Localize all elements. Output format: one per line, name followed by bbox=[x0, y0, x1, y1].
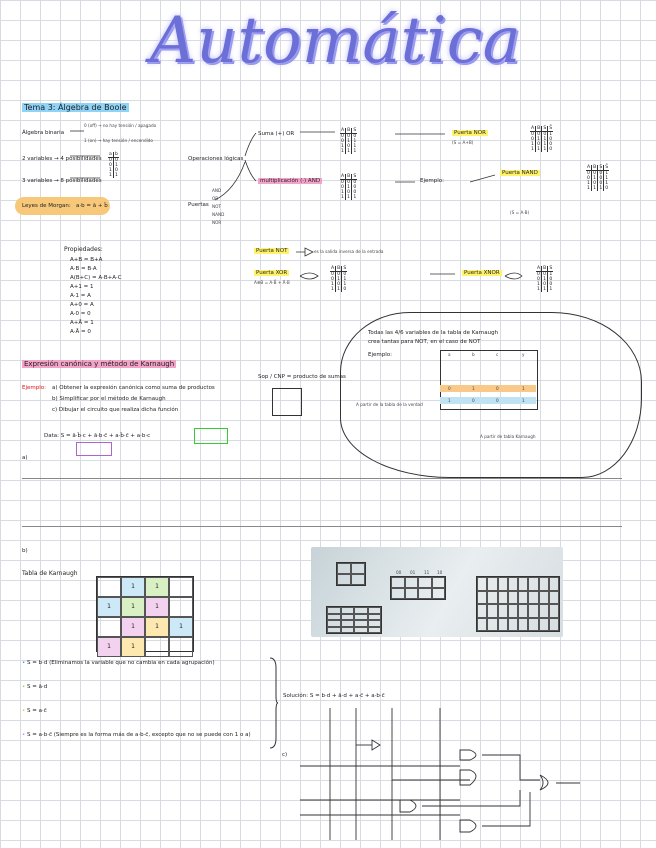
xor-label: Puerta XOR bbox=[256, 270, 288, 276]
kmap-cell: 1 bbox=[121, 617, 145, 637]
truth-table-nand: A B S S̄ 0 0 0 1 0 1 0 1 1 0 0 1 1 1 1 0 bbox=[587, 165, 609, 191]
truth-table-nor: A B S S̄ 0 0 0 1 0 1 1 0 1 0 1 0 1 1 1 0 bbox=[531, 126, 553, 152]
xor-formula: A⊕B = A·B̄ + Ā·B bbox=[254, 280, 290, 285]
cloud-note-2: A partir de tabla Karnaugh bbox=[480, 434, 536, 439]
cloud-text-2: crea tantas para NOT, en el caso de NOT bbox=[368, 339, 481, 345]
nand-formula: (S = A·B) bbox=[510, 210, 530, 215]
kmap-cell: 1 bbox=[145, 577, 169, 597]
not-label: Puerta NOT bbox=[256, 248, 288, 254]
kmap-cell: 1 bbox=[97, 597, 121, 617]
photo-col-00: 00 bbox=[396, 570, 402, 575]
sum-label: Suma (+) OR bbox=[258, 131, 295, 137]
nor-label: Puerta NOR bbox=[454, 130, 486, 136]
nand-label: Puerta NAND bbox=[502, 170, 538, 176]
solucion-formula: Solución: S = b·d + ā·d + a·c̄ + a·b·c̄ bbox=[283, 693, 385, 699]
cloud-text-1: Todas las 4/6 variables de la tabla de Karnaugh bbox=[368, 330, 499, 336]
properties-heading: Propiedades: bbox=[64, 246, 103, 253]
kmap-cell: 1 bbox=[121, 577, 145, 597]
photo-col-10: 10 bbox=[437, 570, 443, 575]
step-a: a) Obtener la expresión canónica como suma de productos bbox=[52, 385, 215, 391]
section-c-label: c) bbox=[282, 752, 288, 758]
xnor-label: Puerta XNOR bbox=[464, 270, 500, 276]
cloud-ejemplo: Ejemplo: bbox=[368, 352, 392, 358]
algebra-label: Álgebra binaria bbox=[22, 130, 65, 136]
tabla-karnaugh-label: Tabla de Karnaugh bbox=[22, 570, 78, 577]
cloud-note-1: A partir de la tabla de la verdad bbox=[356, 402, 423, 407]
truth-table-xnor: A B S 0 0 1 0 1 0 1 0 0 1 1 1 bbox=[537, 266, 553, 292]
morgan-formula: a·b = ā + b̄ bbox=[76, 203, 108, 209]
ops-label: Operaciones lógicas bbox=[188, 156, 244, 162]
truth-table-and: A B S 0 0 0 0 1 0 1 0 0 1 1 1 bbox=[341, 174, 357, 200]
kmap-cell: 1 bbox=[145, 597, 169, 617]
morgan-label: Leyes de Morgan: bbox=[22, 203, 71, 209]
ejemplo-label-2: Ejemplo: bbox=[22, 385, 46, 391]
section-heading-boole: Tema 3: Álgebra de Boole bbox=[24, 103, 127, 112]
truth-table-xor: A B S 0 0 0 0 1 1 1 0 1 1 1 0 bbox=[331, 266, 347, 292]
kmap-cell: 1 bbox=[145, 617, 169, 637]
step-b: b) Simplificar por el método de Karnaugh bbox=[52, 396, 166, 402]
variables-3: 3 variables → 8 posibilidades bbox=[22, 178, 102, 184]
section-a-label: a) bbox=[22, 455, 28, 461]
soporte-note: Sop / CNP = producto de sumas bbox=[258, 374, 346, 380]
not-desc: es la salida inversa de la entrada bbox=[314, 249, 384, 254]
variables-2: 2 variables → 4 posibilidades bbox=[22, 156, 102, 162]
truth-table-or: A B S 0 0 0 0 1 1 1 0 1 1 1 1 bbox=[341, 128, 357, 154]
section-b-label: b) bbox=[22, 548, 28, 554]
truth-table-2var: a b 0 0 0 1 1 0 1 1 bbox=[109, 152, 118, 178]
algebra-item-0: 0 (off) → no hay tensión / apagado bbox=[84, 123, 157, 128]
photo-col-01: 01 bbox=[410, 570, 416, 575]
nor-formula: (S = A+B) bbox=[452, 140, 474, 145]
kmap-cell: 1 bbox=[97, 637, 121, 657]
data-formula: Data: S = ā·b̄·c + ā·b·c̄ + a·b̄·c̄ + a·b·c bbox=[44, 433, 151, 439]
kmap-cell: 1 bbox=[121, 637, 145, 657]
prod-label: multiplicación (·) AND bbox=[260, 178, 321, 184]
kmap-cell: 1 bbox=[169, 617, 193, 637]
page-title: Automática bbox=[150, 4, 521, 78]
ejemplo-label-1: Ejemplo: bbox=[420, 178, 444, 184]
step-c: c) Dibujar el circuito que realiza dicha función bbox=[52, 407, 179, 413]
kmap-cell: 1 bbox=[121, 597, 145, 617]
section-heading-karnaugh: Expresión canónica y método de Karnaugh bbox=[24, 360, 175, 368]
photo-col-11: 11 bbox=[424, 570, 430, 575]
algebra-item-1: 1 (on) → hay tensión / encendido bbox=[84, 138, 153, 143]
doors-label: Puertas bbox=[188, 202, 209, 208]
